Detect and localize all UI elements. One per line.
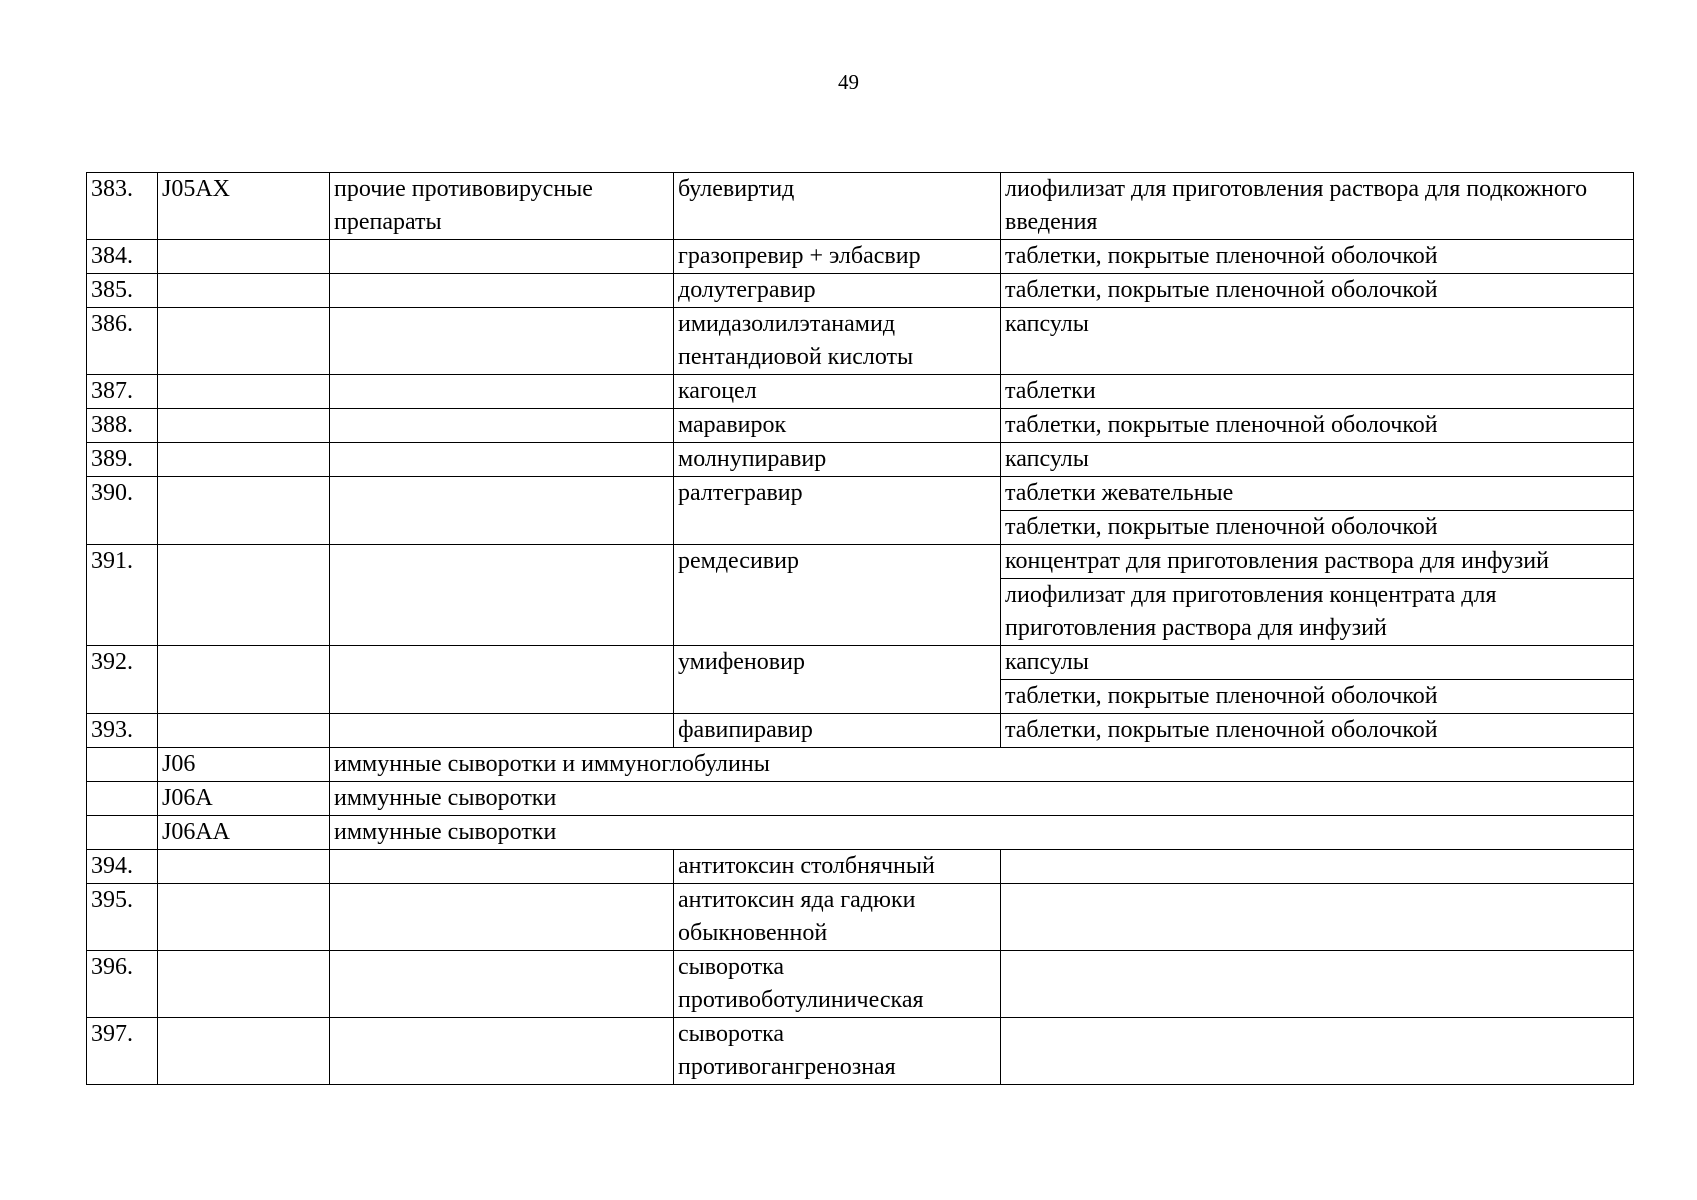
num-cell: 395. [87, 884, 158, 951]
table-row [87, 409, 1634, 443]
section-title-cell: иммунные сыворотки [330, 782, 1634, 816]
dosage-form-cell: таблетки, покрытые пленочной оболочкой [1001, 240, 1634, 274]
atc-code-cell [158, 545, 330, 646]
table-row [87, 443, 1634, 477]
drug-name-cell: булевиртид [674, 173, 1001, 240]
table-row [87, 884, 1634, 951]
group-cell [330, 443, 674, 477]
num-cell: 383. [87, 173, 158, 240]
num-cell: 390. [87, 477, 158, 545]
group-cell [330, 409, 674, 443]
section-title-cell: иммунные сыворотки [330, 816, 1634, 850]
num-cell: 391. [87, 545, 158, 646]
drug-name-cell: гразопревир + элбасвир [674, 240, 1001, 274]
num-cell: 392. [87, 646, 158, 714]
dosage-form-cell: капсулы [1001, 308, 1634, 375]
table-row [87, 173, 1634, 240]
atc-code-cell [158, 714, 330, 748]
num-cell: 397. [87, 1018, 158, 1085]
dosage-form-cell: таблетки [1001, 375, 1634, 409]
group-cell [330, 884, 674, 951]
atc-code-cell [158, 646, 330, 714]
group-cell: прочие противовирусные препараты [330, 173, 674, 240]
atc-code-cell [158, 240, 330, 274]
atc-code-cell [158, 951, 330, 1018]
dosage-form-cell: концентрат для приготовления раствора для инфузий [1001, 545, 1634, 579]
atc-code-cell: J05AX [158, 173, 330, 240]
table-row [87, 477, 1634, 511]
num-cell: 384. [87, 240, 158, 274]
num-cell: 385. [87, 274, 158, 308]
atc-code-cell [158, 884, 330, 951]
group-cell [330, 477, 674, 545]
atc-code-cell [158, 1018, 330, 1085]
dosage-form-cell: таблетки жевательные [1001, 477, 1634, 511]
table-row [87, 240, 1634, 274]
drug-name-cell: ралтегравир [674, 477, 1001, 545]
atc-code-cell [158, 477, 330, 545]
dosage-form-cell [1001, 951, 1634, 1018]
dosage-form-cell [1001, 884, 1634, 951]
dosage-form-cell: лиофилизат для приготовления концентрата для приготовления раствора для инфузий [1001, 579, 1634, 646]
drug-name-cell: сыворотка противогангренозная [674, 1018, 1001, 1085]
atc-code-cell [158, 375, 330, 409]
table-row [87, 850, 1634, 884]
dosage-form-cell [1001, 1018, 1634, 1085]
drug-name-cell: антитоксин яда гадюки обыкновенной [674, 884, 1001, 951]
table-row [87, 308, 1634, 375]
group-cell [330, 646, 674, 714]
table-row [87, 646, 1634, 680]
atc-code-cell [158, 409, 330, 443]
table-row [87, 274, 1634, 308]
num-cell: 396. [87, 951, 158, 1018]
table-row [87, 714, 1634, 748]
num-cell: 388. [87, 409, 158, 443]
group-cell [330, 375, 674, 409]
atc-code-cell: J06 [158, 748, 330, 782]
section-row [87, 782, 1634, 816]
num-cell [87, 816, 158, 850]
atc-code-cell [158, 850, 330, 884]
dosage-form-cell: таблетки, покрытые пленочной оболочкой [1001, 409, 1634, 443]
atc-code-cell [158, 274, 330, 308]
num-cell [87, 748, 158, 782]
drug-name-cell: кагоцел [674, 375, 1001, 409]
section-title-cell: иммунные сыворотки и иммуноглобулины [330, 748, 1634, 782]
drug-name-cell: ремдесивир [674, 545, 1001, 646]
group-cell [330, 308, 674, 375]
dosage-form-cell: таблетки, покрытые пленочной оболочкой [1001, 511, 1634, 545]
atc-code-cell: J06AA [158, 816, 330, 850]
group-cell [330, 1018, 674, 1085]
group-cell [330, 714, 674, 748]
page-number: 49 [838, 70, 859, 94]
table-row [87, 951, 1634, 1018]
group-cell [330, 545, 674, 646]
dosage-form-cell: таблетки, покрытые пленочной оболочкой [1001, 680, 1634, 714]
drug-name-cell: долутегравир [674, 274, 1001, 308]
dosage-form-cell: капсулы [1001, 646, 1634, 680]
drug-name-cell: фавипиравир [674, 714, 1001, 748]
dosage-form-cell: капсулы [1001, 443, 1634, 477]
num-cell: 389. [87, 443, 158, 477]
section-row [87, 748, 1634, 782]
num-cell: 387. [87, 375, 158, 409]
num-cell [87, 782, 158, 816]
dosage-form-cell: лиофилизат для приготовления раствора для подкожного введения [1001, 173, 1634, 240]
num-cell: 393. [87, 714, 158, 748]
table-body [87, 173, 1634, 1085]
drug-name-cell: умифеновир [674, 646, 1001, 714]
group-cell [330, 951, 674, 1018]
num-cell: 386. [87, 308, 158, 375]
atc-code-cell [158, 443, 330, 477]
drug-name-cell: сыворотка противоботулиническая [674, 951, 1001, 1018]
drug-table [86, 172, 1634, 1085]
table-row [87, 545, 1634, 579]
dosage-form-cell [1001, 850, 1634, 884]
atc-code-cell [158, 308, 330, 375]
num-cell: 394. [87, 850, 158, 884]
drug-name-cell: маравирок [674, 409, 1001, 443]
section-row [87, 816, 1634, 850]
group-cell [330, 274, 674, 308]
dosage-form-cell: таблетки, покрытые пленочной оболочкой [1001, 714, 1634, 748]
dosage-form-cell: таблетки, покрытые пленочной оболочкой [1001, 274, 1634, 308]
atc-code-cell: J06A [158, 782, 330, 816]
table-row [87, 375, 1634, 409]
drug-name-cell: антитоксин столбнячный [674, 850, 1001, 884]
drug-name-cell: молнупиравир [674, 443, 1001, 477]
group-cell [330, 850, 674, 884]
group-cell [330, 240, 674, 274]
table-row [87, 1018, 1634, 1085]
drug-name-cell: имидазолилэтанамид пентандиовой кислоты [674, 308, 1001, 375]
